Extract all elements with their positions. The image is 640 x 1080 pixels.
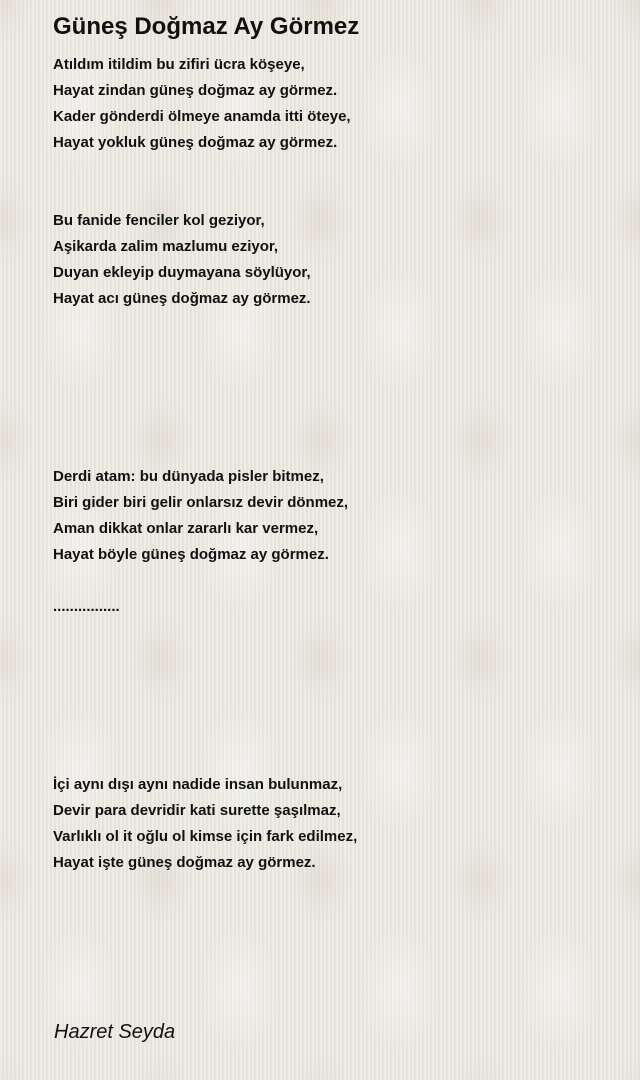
stanza-2: [53, 208, 311, 312]
poem-title: Güneş Doğmaz Ay Görmez: [53, 13, 360, 40]
poem-line: Hayat zindan güneş doğmaz ay görmez.: [53, 82, 338, 99]
poem-line: Aşikarda zalim mazlumu eziyor,: [53, 238, 279, 255]
poem-line: Hayat yokluk güneş doğmaz ay görmez.: [53, 134, 338, 151]
stanza-3: [53, 464, 348, 568]
poem-ellipsis: ................: [53, 598, 120, 615]
stanza-1: [53, 52, 351, 156]
stanza-4: [53, 772, 357, 876]
poem-line: Duyan ekleyip duymayana söylüyor,: [53, 264, 311, 281]
poem-line: Bu fanide fenciler kol geziyor,: [53, 212, 265, 229]
poem-line: Hayat böyle güneş doğmaz ay görmez.: [53, 546, 329, 563]
poem-line: Derdi atam: bu dünyada pisler bitmez,: [53, 468, 324, 485]
poem-line: Biri gider biri gelir onlarsız devir dönmez,: [53, 494, 349, 511]
poem-line: Aman dikkat onlar zararlı kar vermez,: [53, 520, 319, 537]
poem-line: İçi aynı dışı aynı nadide insan bulunmaz,: [53, 776, 343, 793]
poem-line: Kader gönderdi ölmeye anamda itti öteye,: [53, 108, 351, 125]
poem-line: Hayat işte güneş doğmaz ay görmez.: [53, 854, 316, 871]
poem-line: Devir para devridir kati surette şaşılmaz,: [53, 802, 341, 819]
poem-line: Varlıklı ol it oğlu ol kimse için fark edilmez,: [53, 828, 358, 845]
author-signature: Hazret Seyda: [54, 1021, 176, 1043]
poem-line: Hayat acı güneş doğmaz ay görmez.: [53, 290, 311, 307]
poem-line: Atıldım itildim bu zifiri ücra köşeye,: [53, 56, 305, 73]
